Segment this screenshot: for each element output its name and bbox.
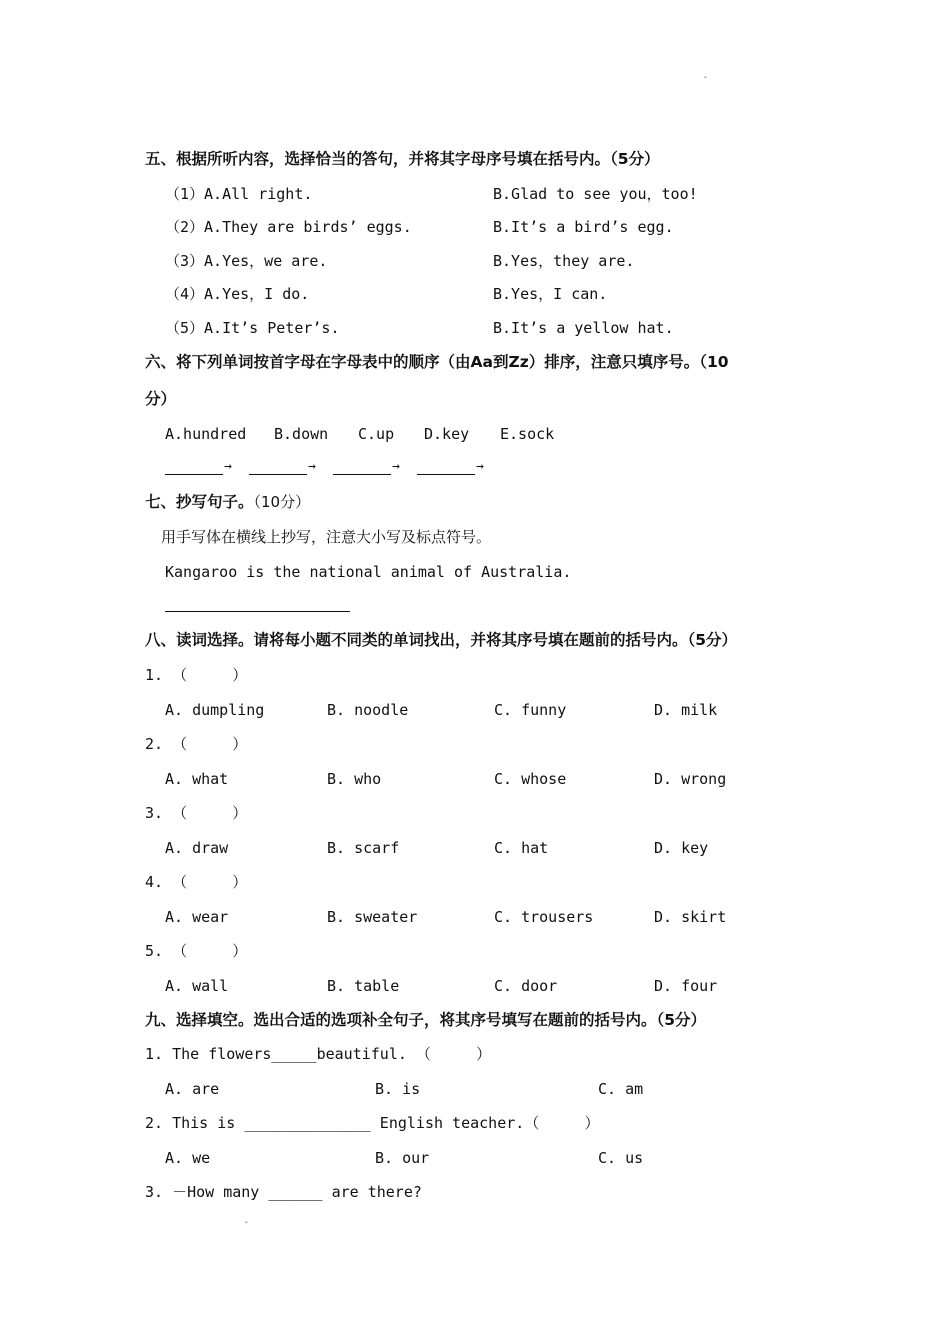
s9-q1-text: 1. The flowers_____beautiful. （ ） bbox=[145, 1045, 492, 1063]
s5-item-2-b: B.It’s a bird’s egg. bbox=[493, 218, 674, 236]
s8-q3-option-a: A. draw bbox=[165, 839, 229, 857]
s8-q4-option-a: A. wear bbox=[165, 908, 229, 926]
s8-q3-number: 3. （ ） bbox=[145, 804, 248, 822]
s8-q2-option-c: C. whose bbox=[494, 770, 567, 788]
section-9-heading: 九、选择填空。选出合适的选项补全句子，将其序号填写在题前的括号内。（5分） bbox=[145, 1011, 707, 1029]
s6-word-b: B.down bbox=[274, 425, 329, 443]
s8-q4-option-c: C. trousers bbox=[494, 908, 594, 926]
s8-q5-option-d: D. four bbox=[654, 977, 718, 995]
s8-q2-option-d: D. wrong bbox=[654, 770, 727, 788]
s8-q4-number: 4. （ ） bbox=[145, 873, 248, 891]
s5-item-3-b: B.Yes，they are. bbox=[493, 252, 635, 270]
s5-item-4-b: B.Yes，I can. bbox=[493, 285, 608, 303]
s9-q2-option-a: A. we bbox=[165, 1149, 211, 1167]
order-arrow-1: → bbox=[224, 459, 232, 474]
order-blank-3[interactable] bbox=[333, 474, 391, 475]
section-7-heading: 七、抄写句子。 bbox=[145, 493, 254, 511]
s7-instruction: 用手写体在横线上抄写，注意大小写及标点符号。 bbox=[161, 528, 492, 546]
s8-q5-number: 5. （ ） bbox=[145, 942, 248, 960]
s5-item-1-b: B.Glad to see you，too! bbox=[493, 185, 698, 203]
s9-q3-text: 3. －How many ______ are there? bbox=[145, 1183, 422, 1201]
order-arrow-3: → bbox=[392, 459, 400, 474]
order-arrow-4: → bbox=[476, 459, 484, 474]
s8-q4-option-d: D. skirt bbox=[654, 908, 727, 926]
s8-q3-option-c: C. hat bbox=[494, 839, 549, 857]
page-mark-bottom: ˇ bbox=[244, 1221, 249, 1230]
s7-sentence: Kangaroo is the national animal of Australia. bbox=[165, 563, 572, 581]
section-6-heading: 六、将下列单词按首字母在字母表中的顺序（由Aa到Zz）排序，注意只填序号。（10 bbox=[145, 353, 729, 371]
s8-q5-option-a: A. wall bbox=[165, 977, 229, 995]
s8-q1-option-c: C. funny bbox=[494, 701, 567, 719]
section-7-heading-row bbox=[145, 492, 310, 512]
s8-q1-option-b: B. noodle bbox=[327, 701, 409, 719]
s6-word-a: A.hundred bbox=[165, 425, 247, 443]
s8-q1-number: 1. （ ） bbox=[145, 666, 248, 684]
s9-q2-text: 2. This is ______________ English teacher.（ ） bbox=[145, 1114, 600, 1132]
s9-q1-option-c: C. am bbox=[598, 1080, 644, 1098]
s8-q5-option-b: B. table bbox=[327, 977, 400, 995]
s9-q2-option-c: C. us bbox=[598, 1149, 644, 1167]
order-blank-1[interactable] bbox=[165, 474, 223, 475]
s6-word-d: D.key bbox=[424, 425, 470, 443]
s8-q5-option-c: C. door bbox=[494, 977, 558, 995]
s8-q2-option-a: A. what bbox=[165, 770, 229, 788]
s8-q2-number: 2. （ ） bbox=[145, 735, 248, 753]
s8-q3-option-b: B. scarf bbox=[327, 839, 400, 857]
s8-q1-option-a: A. dumpling bbox=[165, 701, 265, 719]
s5-item-5-a: （5）A.It’s Peter’s. bbox=[165, 319, 340, 337]
s9-q1-option-a: A. are bbox=[165, 1080, 220, 1098]
s9-q1-option-b: B. is bbox=[375, 1080, 421, 1098]
section-5-heading: 五、根据所听内容，选择恰当的答句，并将其字母序号填在括号内。（5分） bbox=[145, 150, 660, 168]
section-7-score: （10分） bbox=[253, 493, 311, 511]
s9-q2-option-b: B. our bbox=[375, 1149, 430, 1167]
section-8-heading: 八、读词选择。请将每小题不同类的单词找出，并将其序号填在题前的括号内。（5分） bbox=[145, 631, 738, 649]
s5-item-3-a: （3）A.Yes，we are. bbox=[165, 252, 328, 270]
s5-item-4-a: （4）A.Yes，I do. bbox=[165, 285, 310, 303]
s5-item-5-b: B.It’s a yellow hat. bbox=[493, 319, 674, 337]
s8-q1-option-d: D. milk bbox=[654, 701, 718, 719]
order-arrow-2: → bbox=[308, 459, 316, 474]
s5-item-1-a: （1）A.All right. bbox=[165, 185, 313, 203]
s6-word-e: E.sock bbox=[500, 425, 555, 443]
s8-q3-option-d: D. key bbox=[654, 839, 709, 857]
s5-item-2-a: （2）A.They are birds’ eggs. bbox=[165, 218, 412, 236]
s8-q2-option-b: B. who bbox=[327, 770, 382, 788]
section-6-heading-cont: 分） bbox=[145, 390, 177, 408]
page-mark-top: ˇ bbox=[703, 76, 708, 85]
s6-word-c: C.up bbox=[358, 425, 395, 443]
order-blank-2[interactable] bbox=[249, 474, 307, 475]
s8-q4-option-b: B. sweater bbox=[327, 908, 418, 926]
copy-line[interactable] bbox=[165, 611, 350, 612]
order-blank-4[interactable] bbox=[417, 474, 475, 475]
